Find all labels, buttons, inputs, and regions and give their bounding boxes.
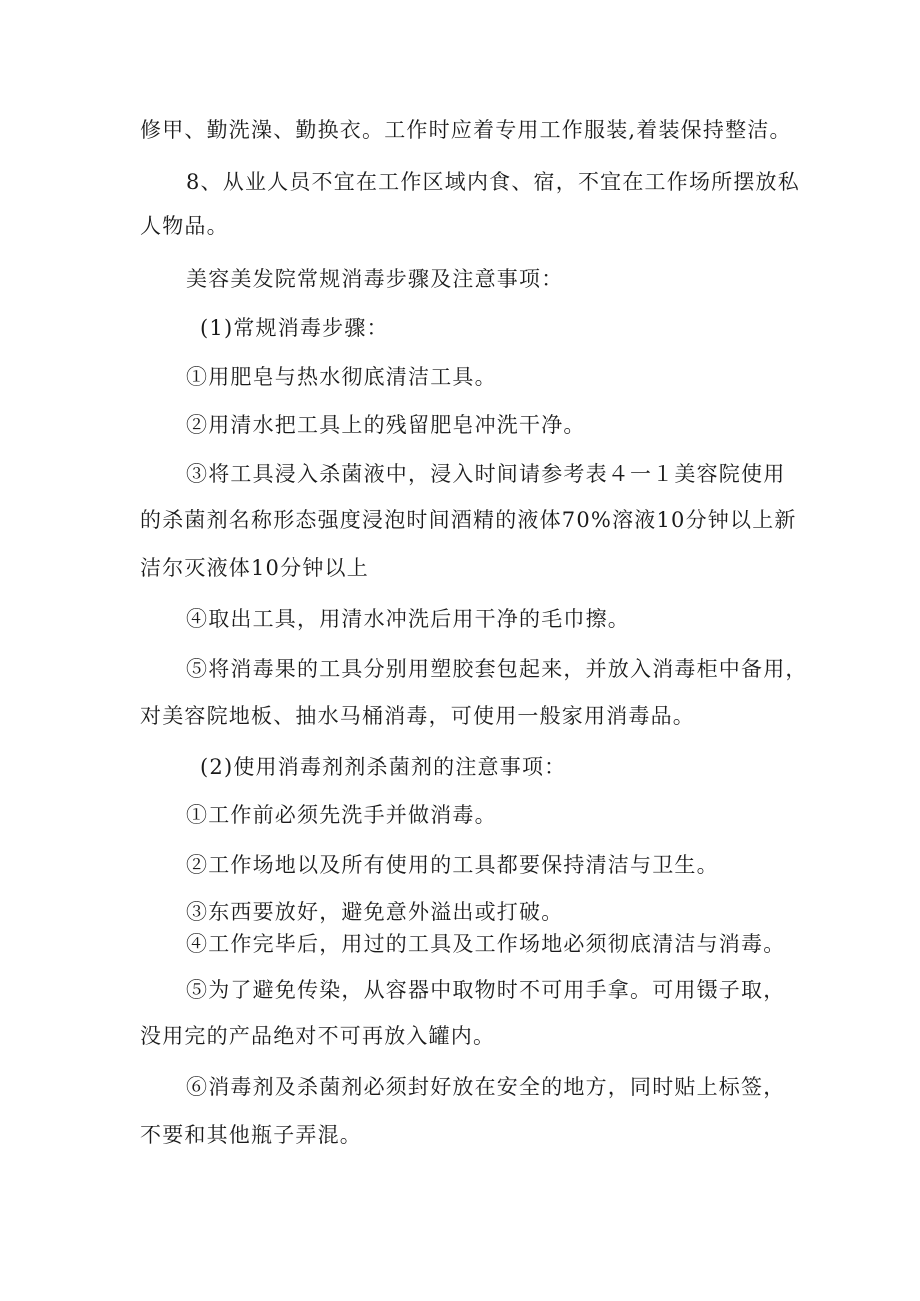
list-item: ③将工具浸入杀菌液中，浸入时间请参考表４一１美容院使用 (186, 462, 786, 486)
text-line: 洁尔灭液体10分钟以上 (140, 556, 369, 580)
subsection-heading: (2)使用消毒剂剂杀菌剂的注意事项： (200, 755, 567, 779)
list-item: ①工作前必须先洗手并做消毒。 (186, 803, 497, 827)
list-item: ②工作场地以及所有使用的工具都要保持清洁与卫生。 (186, 853, 719, 877)
text-line: 人物品。 (140, 214, 229, 238)
list-item: ⑤将消毒果的工具分别用塑胶套包起来，并放入消毒柜中备用， (186, 657, 808, 681)
list-item: ④工作完毕后，用过的工具及工作场地必须彻底清洁与消毒。 (186, 932, 786, 956)
text-line: 对美容院地板、抽水马桶消毒，可使用一般家用消毒品。 (140, 704, 695, 728)
list-item: ⑤为了避免传染，从容器中取物时不可用手拿。可用镊子取， (186, 978, 786, 1002)
text-line: 没用完的产品绝对不可再放入罐内。 (140, 1024, 496, 1048)
list-item: ①用肥皂与热水彻底清洁工具。 (186, 365, 497, 389)
list-item: ④取出工具，用清水冲洗后用干净的毛巾擦。 (186, 607, 630, 631)
section-heading: 美容美发院常规消毒步骤及注意事项： (186, 267, 564, 291)
list-item: ②用清水把工具上的残留肥皂冲洗干净。 (186, 413, 586, 437)
text-line: 不要和其他瓶子弄混。 (140, 1123, 362, 1147)
list-item: ⑥消毒剂及杀菌剂必须封好放在安全的地方，同时贴上标签， (186, 1075, 786, 1099)
text-line: 的杀菌剂名称形态强度浸泡时间酒精的液体70%溶液10分钟以上新 (140, 508, 797, 532)
list-item: ③东西要放好，避免意外溢出或打破。 (186, 900, 564, 924)
text-line: 修甲、勤洗澡、勤换衣。工作时应着专用工作服装,着装保持整洁。 (140, 118, 792, 142)
text-line: 8、从业人员不宜在工作区域内食、宿，不宜在工作场所摆放私 (186, 170, 800, 194)
subsection-heading: (1)常规消毒步骤： (200, 316, 389, 340)
